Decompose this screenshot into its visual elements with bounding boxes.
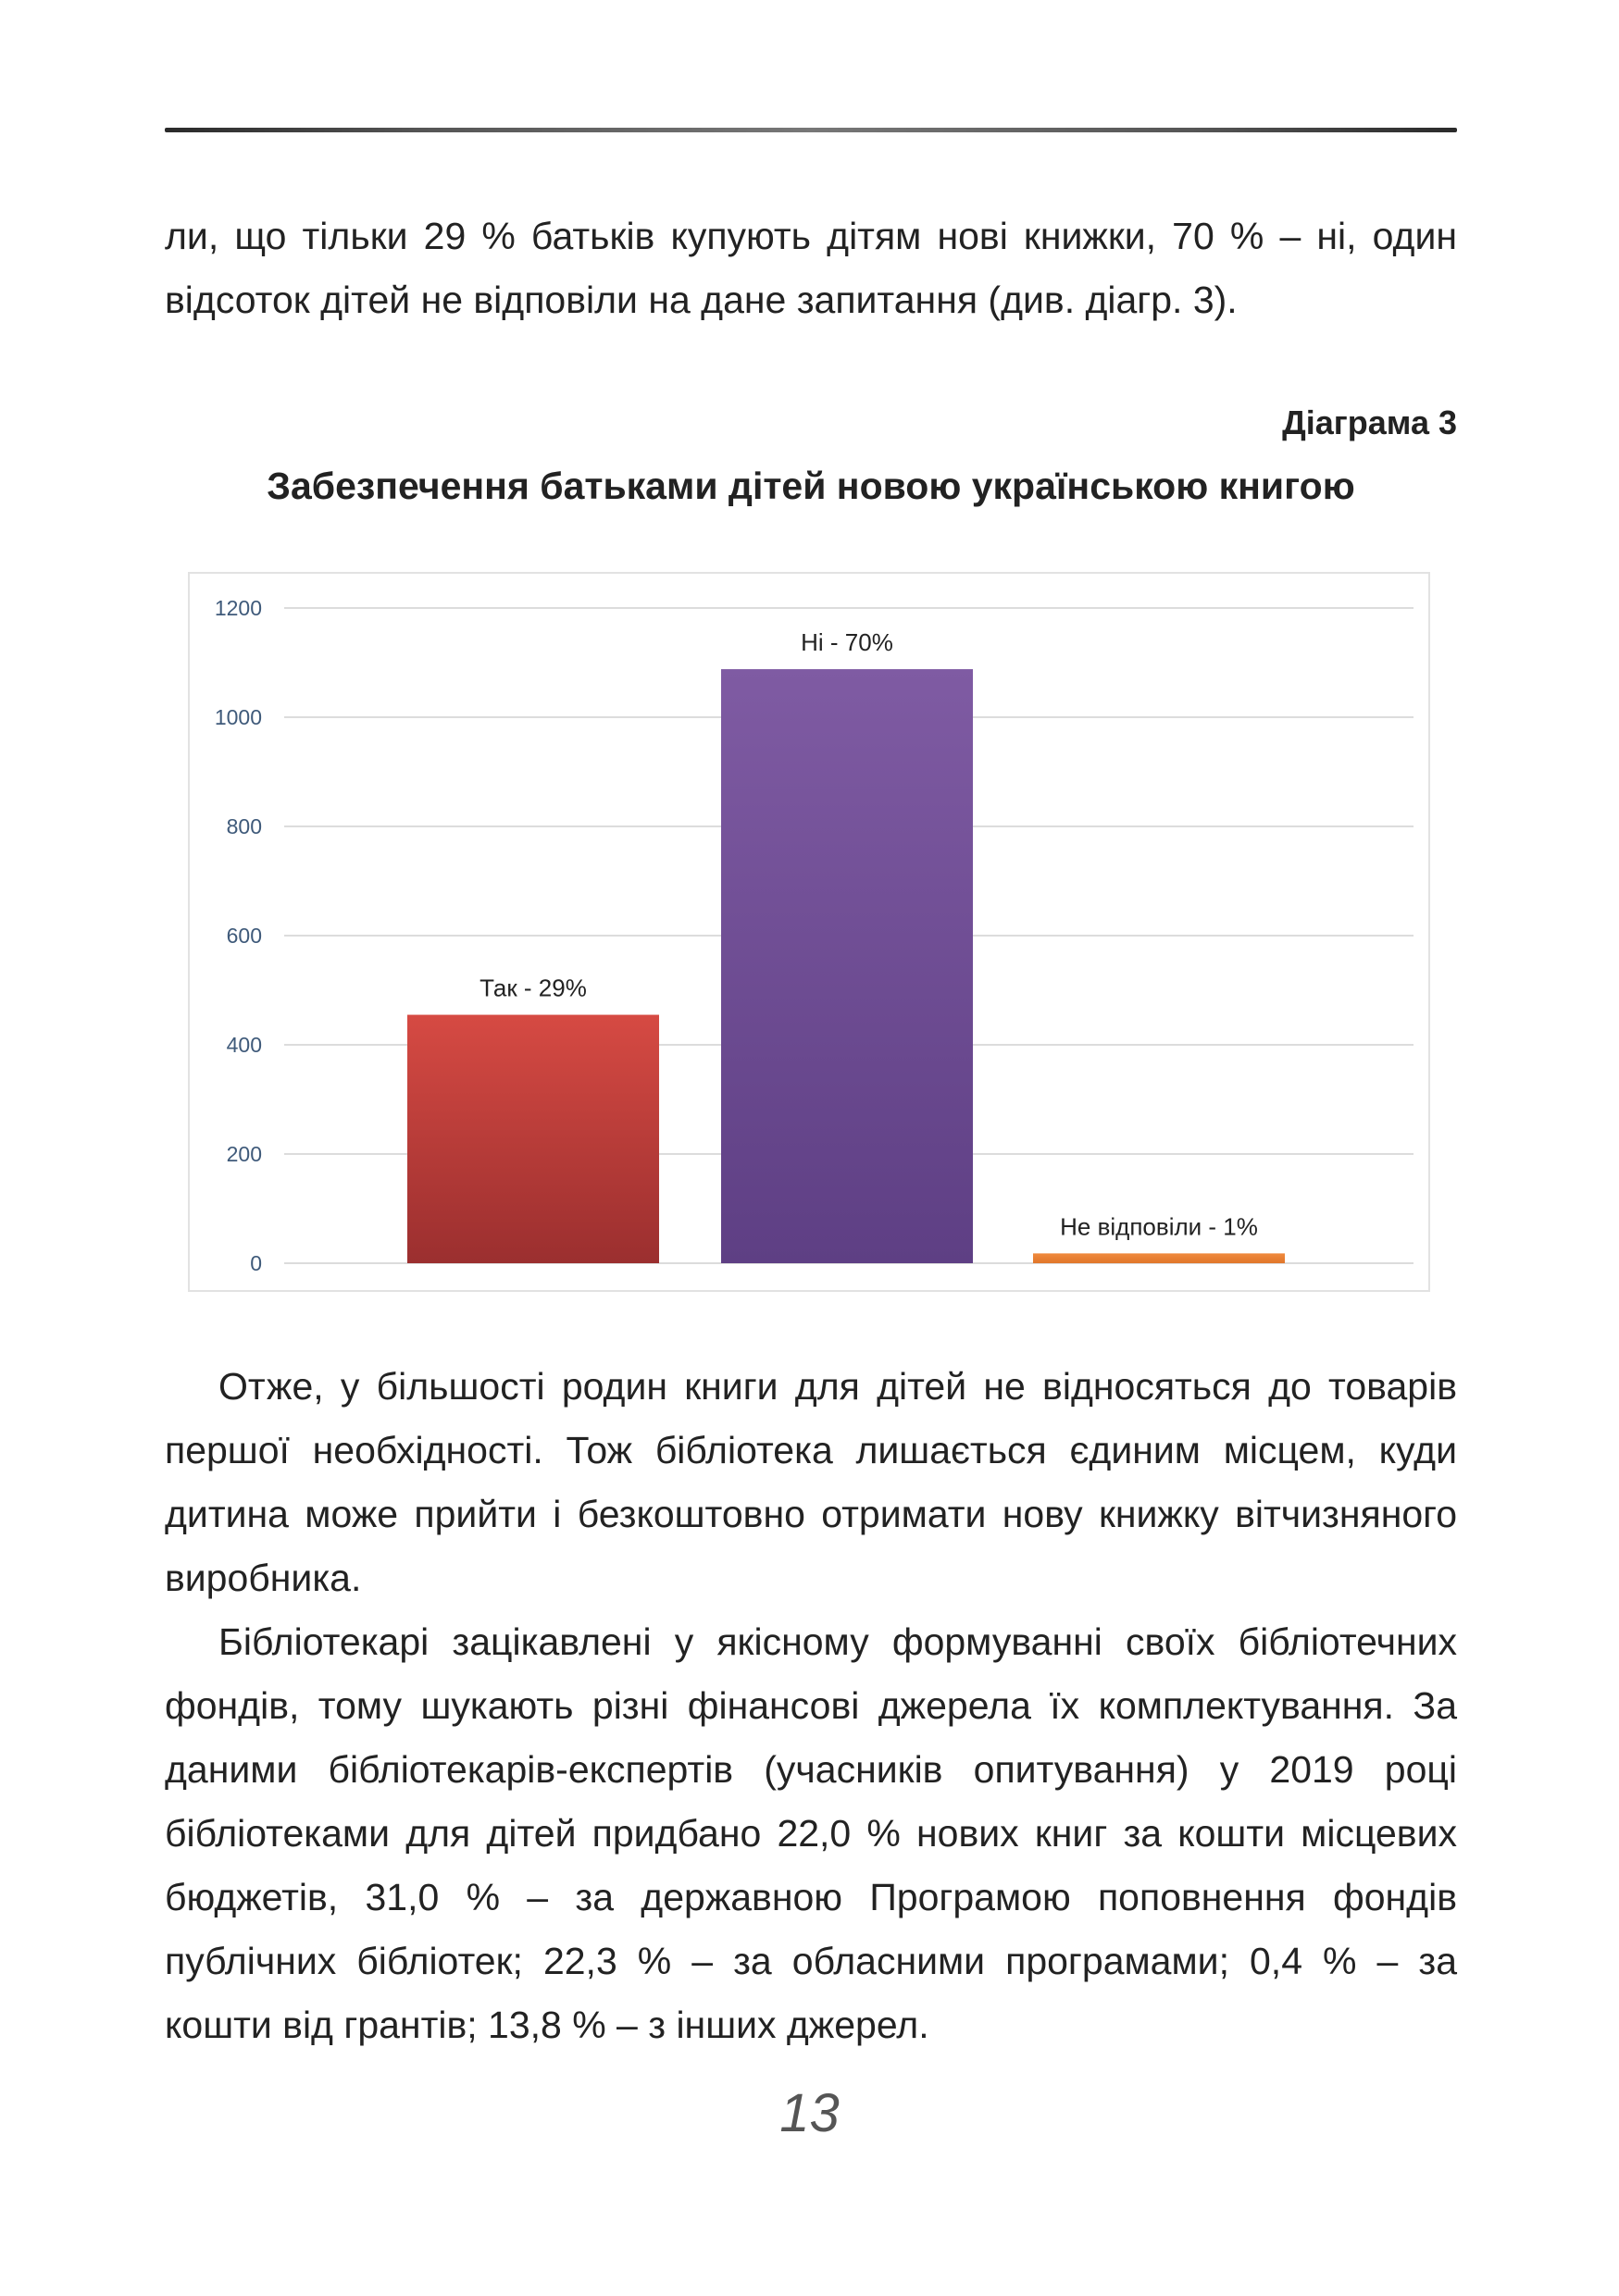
y-tick-label: 1200 [214, 596, 262, 620]
data-label: Так - 29% [479, 974, 587, 1002]
bar-chart [188, 572, 1430, 1292]
bar [721, 669, 973, 1263]
diagram-label: Діаграма 3 [1282, 403, 1457, 441]
y-tick-label: 800 [226, 814, 262, 838]
y-tick-label: 200 [226, 1142, 262, 1166]
page-number: 13 [779, 2083, 840, 2143]
bar [1033, 1253, 1285, 1263]
diagram-title: Забезпечення батьками дітей новою українською книгою [267, 465, 1355, 507]
y-tick-label: 0 [250, 1251, 262, 1275]
paragraph-2: Бібліотекарі зацікавлені у якісному формуванні своїх бібліотечних фондів, тому шукають різні фінансові джерела їх комплектування. За даними бібліотекарів-експертів (учасників опитування) у 2019 році бібліотеками для дітей придбано 22,0 % нових книг за кошти місцевих бюджетів, 31,0 % – за державною Програмою поповнення фондів публічних бібліотек; 22,3 % – за обласними програмами; 0,4 % – за кошти від грантів; 13,8 % – з інших джерел. [165, 1620, 1457, 2046]
header-rule [165, 128, 1457, 132]
bar-chart-svg [190, 574, 1432, 1294]
y-tick-label: 1000 [214, 705, 262, 729]
data-label: Ні - 70% [801, 628, 893, 657]
bar [407, 1015, 659, 1263]
data-label: Не відповіли - 1% [1060, 1212, 1258, 1241]
text-top: ли, що тільки 29 % батьків купують дітям нові книжки, 70 % – ні, один відсоток дітей не відповіли на дане запитання (див. діагр. 3). [165, 215, 1457, 321]
y-tick-label: 400 [226, 1033, 262, 1057]
y-tick-label: 600 [226, 924, 262, 948]
paragraph-1: Отже, у більшості родин книги для дітей не відносяться до товарів першої необхідності. Тож бібліотека лишається єдиним місцем, куди дитина може прийти і безкоштовно отримати нову книжку вітчизняного виробника. [165, 1365, 1457, 1599]
